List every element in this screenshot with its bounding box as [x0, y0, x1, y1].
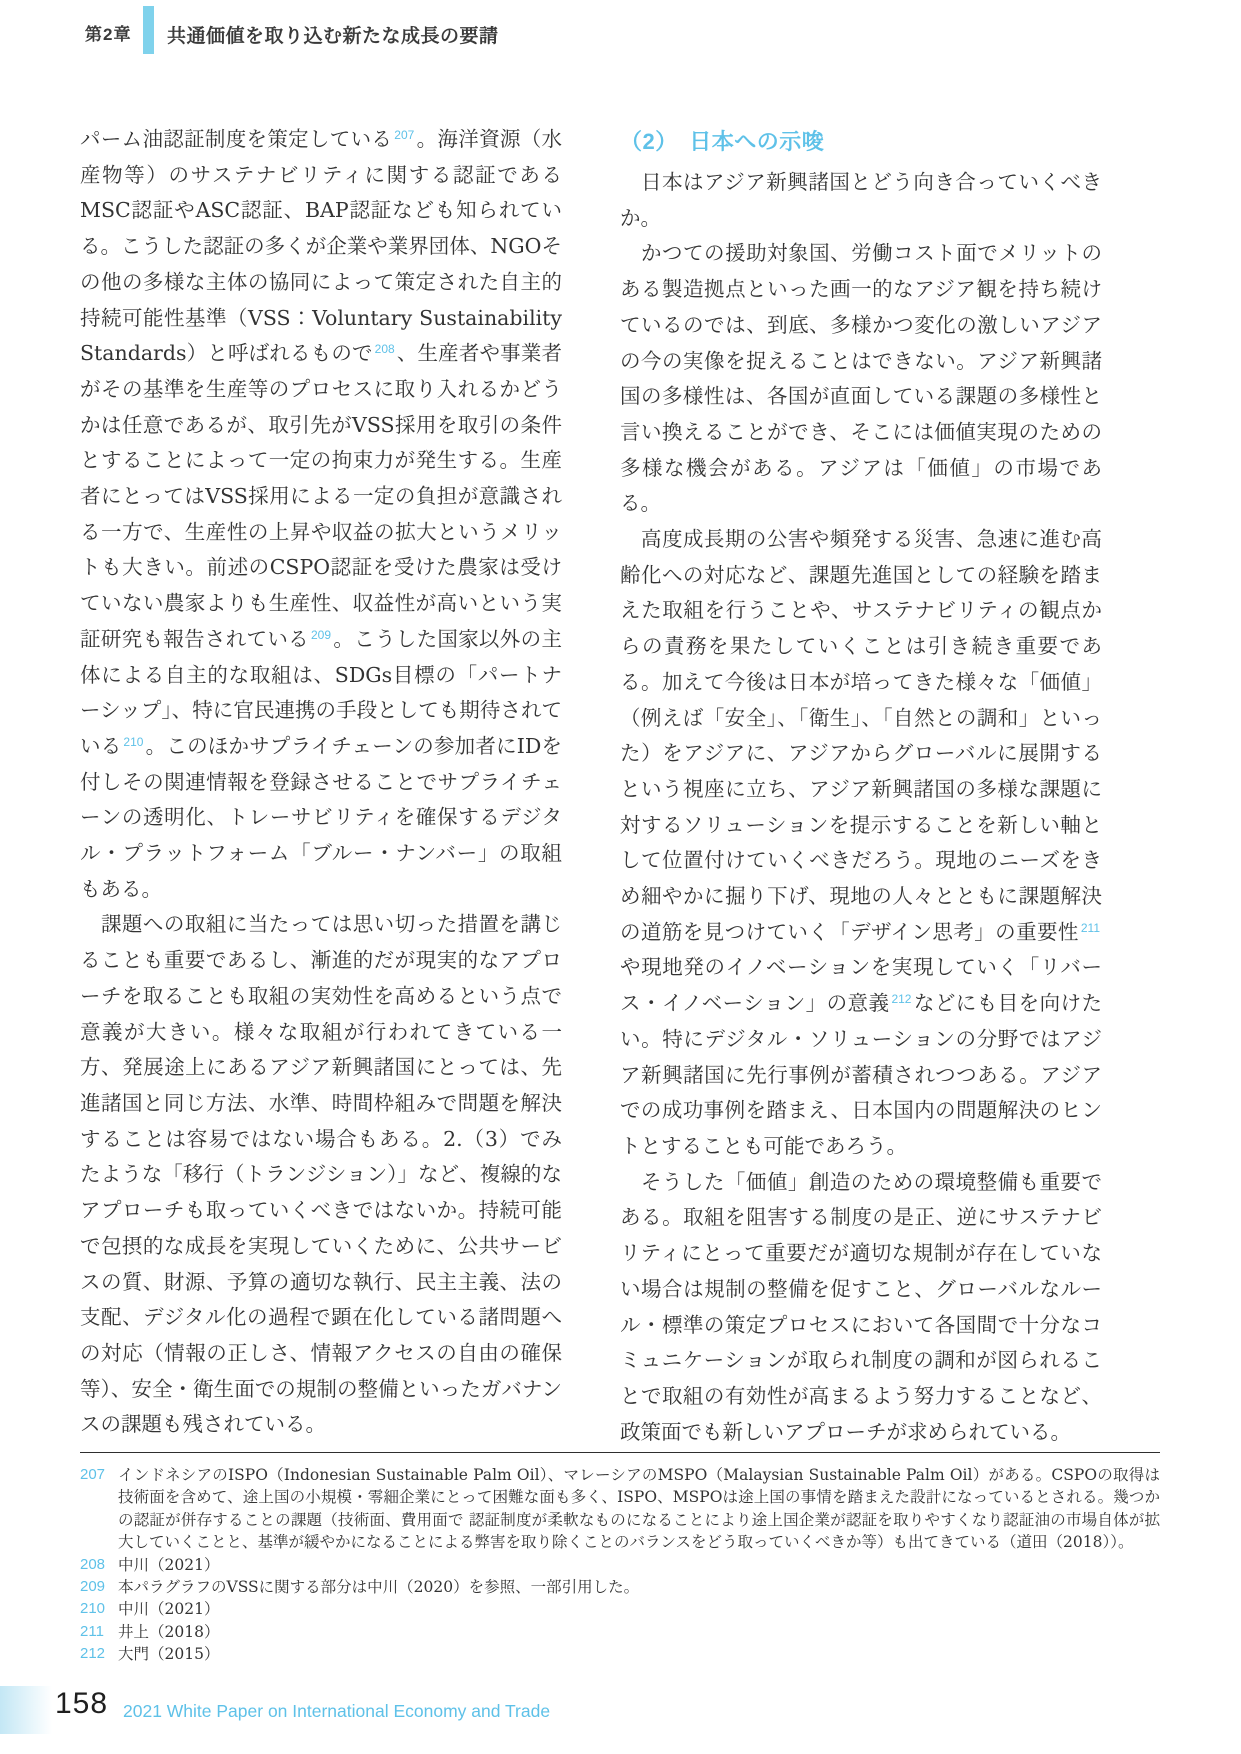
- paragraph: そうした「価値」創造のための環境整備も重要である。取組を阻害する制度の是正、逆にサステナビリティにとって重要だが適切な規制が存在していない場合は規制の整備を促すこと、グローバルなルール・標準の策定プロセスにおいて各国間で十分なコミュニケーションが取られ制度の調和が図られることで取組の有効性が高まるよう努力することなど、政策面でも新しいアプローチが求められている。: [620, 1169, 1102, 1444]
- footnote-ref: 211: [1080, 920, 1100, 935]
- footnote-text: インドネシアのISPO（Indonesian Sustainable Palm Oil）、マレーシアのMSPO（Malaysian Sustainable Palm Oil）がある。CSPOの取得は技術面を含めて、途上国の小規模・零細企業にとって困難な面も多く、ISPO、MSPOは途上国の事情を踏まえた設計になっているとされる。幾つかの認証が併存することの課題（技術面、費用面で 認証制度が柔軟なものになることにより途上国企業が認証を取りやすくなり認証油の市場自体が拡大していくことと、基準が緩やかになることによる弊害を取り除くことのバランスをどう取っていくべきか等）も出てきている（道田（2018））。: [118, 1466, 1160, 1552]
- footnote-text: 中川（2021）: [118, 1555, 220, 1574]
- footnote-number: 211: [80, 1622, 104, 1640]
- footnote-number: 207: [80, 1466, 106, 1483]
- footnote-ref: 210: [123, 734, 144, 749]
- chapter-title: 共通価値を取り込む新たな成長の要請: [167, 26, 499, 47]
- footnote-ref: 207: [394, 128, 415, 142]
- footnote-text: 中川（2021）: [118, 1600, 220, 1619]
- footnotes-section: [80, 1452, 1160, 1666]
- footnote-ref: 208: [374, 342, 395, 357]
- footnote-number: 208: [80, 1555, 106, 1573]
- chapter-accent-bar: [143, 6, 154, 54]
- chapter-label: 第2章: [85, 25, 132, 44]
- footnote-item: [80, 1598, 1160, 1620]
- footnote-item: [80, 1554, 1160, 1576]
- paragraph: パーム油認証制度を策定している $^{207}$。海洋資源（水産物等）のサステナビリティに関する認証であるMSC認証やASC認証、BAP認証なども知られている。こうした認証の多くが企業や業界団体、NGOその他の多様な主体の協同によって策定された自主的持続可能性基準（VSS：Voluntary Sustainability Standards）と呼ばれるもので $^{208}$、生産者や事業者がその基準を生産等のプロセスに取り入れるかどうかは任意であるが、取引先がVSS採用を取引の条件とすることによって一定の拘束力が発生する。生産者にとってはVSS採用による一定の負担が意識される一方で、生産性の上昇や収益の拡大というメリットも大きい。前述のCSPO認証を受けた農家は受けていない農家よりも生産性、収益性が高いという実証研究も報告されている $^{209}$。こうした国家以外の主体による自主的な取組は、SDGs目標の「パートナーシップ」、特に官民連携の手段としても期待されている $^{210}$。このほかサプライチェーンの参加者にIDを付しその関連情報を登録させることでサプライチェーンの透明化、トレーサビリティを確保するデジタル・プラットフォーム「ブルー・ナンバー」の取組もある。: [80, 127, 563, 901]
- section-heading: （2） 日本への示唆: [620, 129, 825, 154]
- footnote-text: 大門（2015）: [118, 1645, 220, 1664]
- right-column: [620, 122, 1102, 1450]
- footnote-item: [80, 1576, 1160, 1598]
- left-column: [80, 122, 562, 1443]
- paragraph: 日本はアジア新興諸国とどう向き合っていくべきか。: [620, 170, 1102, 230]
- footnote-item: [80, 1643, 1160, 1665]
- footnote-ref: 209: [310, 627, 332, 642]
- footnote-number: 212: [80, 1645, 106, 1663]
- paragraph: 高度成長期の公害や頻発する災害、急速に進む高齢化への対応など、課題先進国としての経験を踏まえた取組を行うことや、サステナビリティの観点からの責務を果たしていくことは引き続き重要である。加えて今後は日本が培ってきた様々な「価値」（例えば「安全」、「衛生」、「自然との調和」といった）をアジアに、アジアからグローバルに展開するという視座に立ち、アジア新興諸国の多様な課題に対するソリューションを提示することを新しい軸として位置付けていくべきだろう。現地のニーズをきめ細やかに掘り下げ、現地の人々とともに課題解決の道筋を見つけていく「デザイン思考」の重要性 $^{211}$や現地発のイノベーションを実現していく「リバース・イノベーション」の意義 $^{212}$などにも目を向けたい。特にデジタル・ソリューションの分野ではアジア新興諸国に先行事例が蓄積されつつある。アジアでの成功事例を踏まえ、日本国内の問題解決のヒントとすることも可能であろう。: [620, 527, 1102, 1158]
- footnote-text: 本パラグラフのVSSに関する部分は中川（2020）を参照、一部引用した。: [118, 1578, 640, 1597]
- footnote-ref: 212: [891, 992, 912, 1007]
- footnote-number: 210: [80, 1600, 106, 1618]
- footer-gradient-bar: [0, 1686, 52, 1734]
- page-number: 158: [55, 1687, 109, 1720]
- right-column-body: [620, 165, 1102, 1450]
- footnote-number: 209: [80, 1578, 106, 1596]
- footnote-item: [80, 1464, 1160, 1554]
- footer-book-title: 2021 White Paper on International Economy and Trade: [123, 1701, 551, 1721]
- paragraph: かつての援助対象国、労働コスト面でメリットのある製造拠点といった画一的なアジア観を持ち続けているのでは、到底、多様かつ変化の激しいアジアの今の実像を捉えることはできない。アジア新興諸国の多様性は、各国が直面している課題の多様性と言い換えることができ、そこには価値実現のための多様な機会がある。アジアは「価値」の市場である。: [620, 241, 1102, 516]
- paragraph: 課題への取組に当たっては思い切った措置を講じることも重要であるし、漸進的だが現実的なアプローチを取ることも取組の実効性を高めるという点で意義が大きい。様々な取組が行われてきている一方、発展途上にあるアジア新興諸国にとっては、先進諸国と同じ方法、水準、時間枠組みで問題を解決することは容易ではない場合もある。2.（3）でみたような「移行（トランジション）」など、複線的なアプローチも取っていくべきではないか。持続可能で包摂的な成長を実現していくために、公共サービスの質、財源、予算の適切な執行、民主主義、法の支配、デジタル化の過程で顕在化している諸問題への対応（情報の正しさ、情報アクセスの自由の確保等）、安全・衛生面での規制の整備といったガバナンスの課題も残されている。: [80, 912, 562, 1437]
- footnote-item: [80, 1621, 1160, 1643]
- footnote-text: 井上（2018）: [118, 1622, 220, 1641]
